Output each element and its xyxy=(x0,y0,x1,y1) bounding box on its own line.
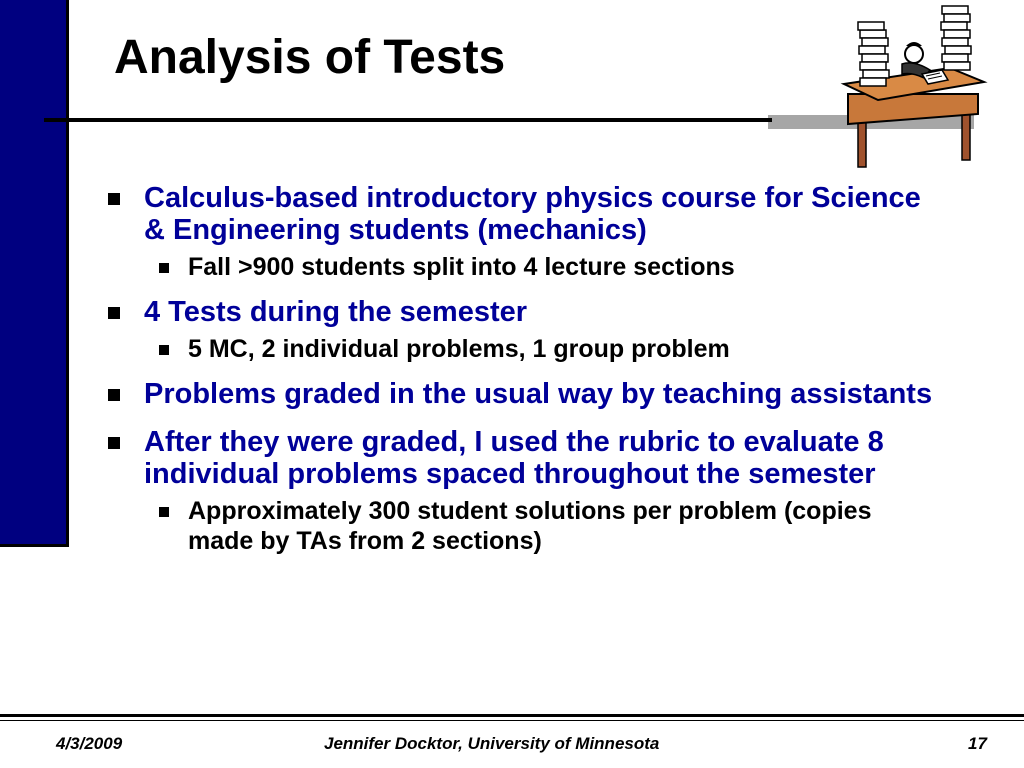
square-bullet-icon xyxy=(159,263,169,273)
bullet-text: Problems graded in the usual way by teaching assistants xyxy=(144,378,933,410)
person-at-desk-with-paper-stacks-icon xyxy=(838,2,988,172)
footer-date: 4/3/2009 xyxy=(56,734,123,753)
bullet-text: 4 Tests during the semester xyxy=(144,296,528,328)
footer-author: Jennifer Docktor, University of Minnesota xyxy=(324,734,660,753)
footer-rule xyxy=(0,714,1024,717)
square-bullet-icon xyxy=(108,389,120,401)
square-bullet-icon xyxy=(159,507,169,517)
bullet-item xyxy=(106,296,936,328)
left-accent-bar xyxy=(0,0,69,547)
bullet-item xyxy=(106,426,936,490)
slide-number: 17 xyxy=(968,734,987,753)
sub-bullet-item xyxy=(144,496,936,556)
sub-bullet-item xyxy=(144,252,936,282)
square-bullet-icon xyxy=(108,307,120,319)
square-bullet-icon xyxy=(108,437,120,449)
bullet-text: After they were graded, I used the rubric to evaluate 8 individual problems spaced throughout the semester xyxy=(144,426,884,490)
square-bullet-icon xyxy=(159,345,169,355)
bullet-text: Calculus-based introductory physics course for Science & Engineering students (mechanics) xyxy=(144,182,921,246)
sub-bullet-text: Approximately 300 student solutions per problem (copies made by TAs from 2 sections) xyxy=(188,497,872,555)
title-rule xyxy=(44,118,772,122)
sub-bullet-text: Fall >900 students split into 4 lecture sections xyxy=(188,253,735,281)
sub-bullet-item xyxy=(144,334,936,364)
sub-bullet-text: 5 MC, 2 individual problems, 1 group problem xyxy=(188,335,730,363)
square-bullet-icon xyxy=(108,193,120,205)
slide-title: Analysis of Tests xyxy=(114,31,506,84)
bullet-list xyxy=(106,182,936,570)
bullet-item xyxy=(106,182,936,246)
bullet-item xyxy=(106,378,936,410)
footer-rule-thin xyxy=(0,720,1024,721)
